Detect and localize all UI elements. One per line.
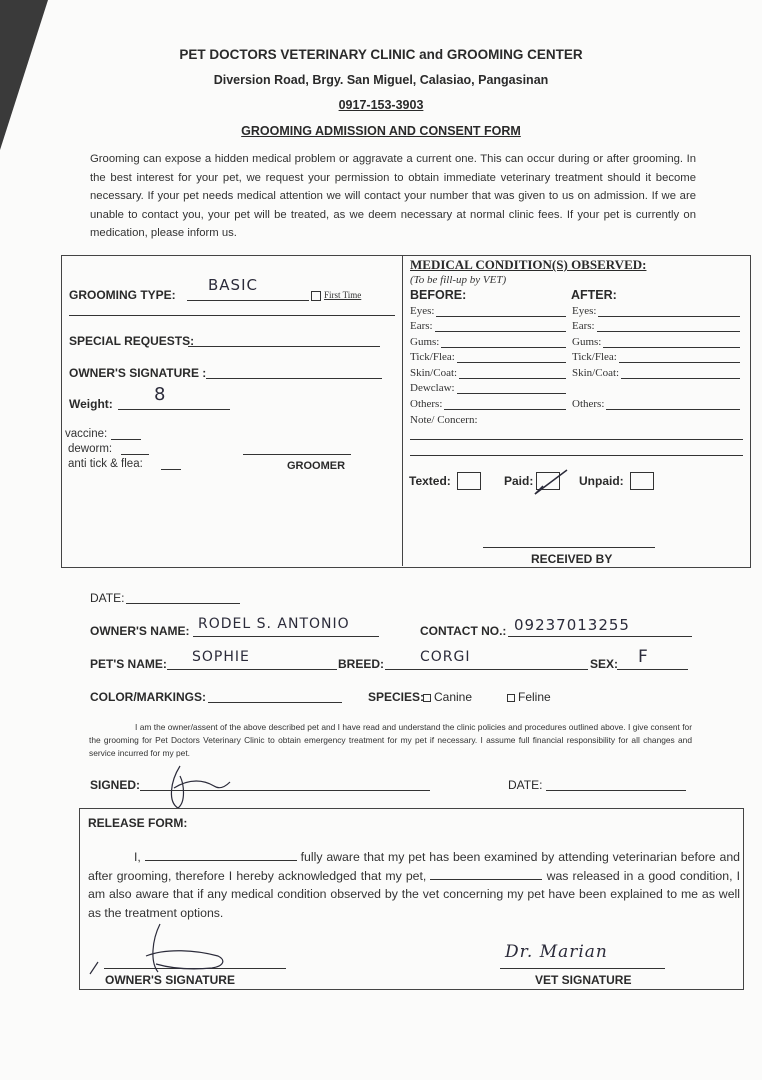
unpaid-checkbox[interactable]	[630, 472, 654, 490]
note-line-2[interactable]	[410, 455, 743, 456]
checkbox-icon	[311, 291, 321, 301]
special-requests-line[interactable]	[188, 346, 380, 347]
intro-paragraph: Grooming can expose a hidden medical problem or aggravate a current one. This can occur during or after grooming. In the best interest for your pet, we request your permission to obtain immediate veterinary treatment should it become necessary. If your pet needs medical attention we will contact your number that was given to us on admission. If we are unable to contact you, your pet will be treated, as we deem necessary at normal clinic fees. If your pet is currently on medication, please inform us.	[90, 153, 696, 239]
release-pet-blank[interactable]	[430, 867, 542, 880]
anti-tick-label: anti tick & flea:	[68, 458, 143, 470]
sex-value: F	[638, 647, 649, 667]
date2-label: DATE:	[508, 778, 543, 792]
owner-signature-scribble	[160, 762, 240, 812]
owner-signature-line[interactable]	[206, 378, 382, 379]
before-item-label: Tick/Flea:	[410, 351, 455, 363]
before-item-line[interactable]	[444, 409, 566, 410]
release-text-1: I,	[134, 850, 141, 864]
breed-value: CORGI	[420, 649, 471, 665]
contact-value: 09237013255	[514, 616, 630, 634]
weight-value: 8	[154, 384, 167, 405]
before-item-line[interactable]	[435, 331, 566, 332]
vet-signature-value: Dr. Marian	[505, 942, 608, 962]
signed-label: SIGNED:	[90, 778, 141, 792]
feline-option[interactable]: Feline	[507, 690, 551, 704]
box-divider	[402, 256, 403, 566]
vet-signature-label: VET SIGNATURE	[535, 973, 632, 987]
before-label: BEFORE:	[410, 288, 467, 302]
breed-line[interactable]	[385, 669, 588, 670]
after-item-label: Tick/Flea:	[572, 351, 617, 363]
deworm-line[interactable]	[121, 454, 149, 455]
after-item-line[interactable]	[619, 362, 740, 363]
color-label: COLOR/MARKINGS:	[90, 690, 206, 704]
groomer-label: GROOMER	[287, 460, 346, 472]
received-by-label: RECEIVED BY	[531, 552, 613, 566]
color-line[interactable]	[208, 702, 342, 703]
after-item-label: Eyes:	[572, 305, 597, 317]
contact-label: CONTACT NO.:	[420, 624, 507, 638]
clinic-name: PET DOCTORS VETERINARY CLINIC and GROOMING CENTER	[179, 47, 583, 62]
vet-signature-line[interactable]	[500, 968, 665, 969]
deworm-label: deworm:	[68, 443, 113, 455]
weight-label: Weight:	[69, 397, 113, 411]
after-label: AFTER:	[571, 288, 617, 302]
note-line-1[interactable]	[410, 439, 743, 440]
paid-check-mark-icon	[531, 466, 571, 496]
texted-checkbox[interactable]	[457, 472, 481, 490]
before-item-line[interactable]	[436, 316, 566, 317]
texted-label: Texted:	[409, 474, 451, 488]
after-item-line[interactable]	[603, 347, 740, 348]
weight-line[interactable]	[118, 409, 230, 410]
medical-title: MEDICAL CONDITION(S) OBSERVED:	[410, 257, 647, 272]
release-text-3: was released in a good condition, I am also aware that if any medical condition observed by the vet concerning my pet have been explained to me as well as the treatment options.	[88, 868, 741, 920]
anti-tick-line[interactable]	[161, 469, 181, 470]
date-line[interactable]	[126, 603, 240, 604]
paid-label: Paid:	[504, 474, 534, 488]
date2-line[interactable]	[546, 790, 686, 791]
species-label: SPECIES:	[368, 690, 425, 704]
sex-line[interactable]	[617, 669, 688, 670]
release-paragraph	[88, 848, 740, 922]
owner-name-line[interactable]	[193, 636, 379, 637]
date-label: DATE:	[90, 591, 125, 605]
owner-signature-label: OWNER'S SIGNATURE :	[69, 366, 207, 380]
vaccine-label: vaccine:	[65, 428, 108, 440]
owner-name-label: OWNER'S NAME:	[90, 624, 190, 638]
breed-label: BREED:	[338, 657, 385, 671]
checkbox-icon	[423, 694, 431, 702]
medical-subtitle: (To be fill-up by VET)	[410, 274, 507, 286]
canine-option[interactable]: Canine	[423, 690, 472, 704]
grooming-type-line[interactable]	[187, 300, 309, 301]
after-item-line[interactable]	[597, 331, 740, 332]
contact-line[interactable]	[508, 636, 692, 637]
before-item-line[interactable]	[441, 347, 566, 348]
release-text-2: fully aware that my pet has been examined by attending veterinarian before and after grooming, therefore I hereby acknowledged that my pet,	[88, 850, 741, 883]
release-title: RELEASE FORM:	[88, 816, 188, 830]
after-item-line[interactable]	[598, 316, 740, 317]
pet-name-value: SOPHIE	[192, 649, 250, 665]
before-item-label: Eyes:	[410, 305, 435, 317]
sex-label: SEX:	[590, 657, 619, 671]
before-item-label: Dewclaw:	[410, 382, 455, 394]
unpaid-label: Unpaid:	[579, 474, 624, 488]
checkbox-icon	[507, 694, 515, 702]
before-item-label: Skin/Coat:	[410, 367, 458, 379]
release-name-blank[interactable]	[145, 848, 297, 861]
after-item-line[interactable]	[606, 409, 740, 410]
note-label: Note/ Concern:	[410, 414, 478, 426]
clinic-address: Diversion Road, Brgy. San Miguel, Calasiao, Pangasinan	[213, 73, 549, 87]
after-item-label: Skin/Coat:	[572, 367, 620, 379]
pet-name-label: PET'S NAME:	[90, 657, 167, 671]
before-item-line[interactable]	[457, 362, 566, 363]
clinic-phone: 0917-153-3903	[338, 98, 424, 112]
after-item-label: Others:	[572, 398, 605, 410]
vaccine-line[interactable]	[111, 439, 141, 440]
special-requests-label: SPECIAL REQUESTS:	[69, 334, 195, 348]
after-item-label: Gums:	[572, 336, 602, 348]
consent-text: I am the owner/assent of the above described pet and I have read and understand the clinic policies and procedures outlined above. I give consent for the grooming for Pet Doctors Veterinary Clinic to obtain emergency treatment for my pet if necessary. I assume full financial responsibility for all changes and service incurred for my pet.	[89, 722, 692, 758]
after-item-line[interactable]	[621, 378, 740, 379]
grooming-type-line-2[interactable]	[69, 315, 395, 316]
owner-name-value: RODEL S. ANTONIO	[198, 616, 350, 632]
form-title: GROOMING ADMISSION AND CONSENT FORM	[241, 124, 521, 138]
before-item-label: Others:	[410, 398, 443, 410]
before-item-label: Ears:	[410, 320, 433, 332]
after-item-label: Ears:	[572, 320, 595, 332]
before-item-line[interactable]	[459, 378, 566, 379]
release-owner-signature-label: OWNER'S SIGNATURE	[105, 973, 235, 987]
grooming-type-label: GROOMING TYPE:	[69, 288, 176, 302]
before-item-line[interactable]	[457, 393, 566, 394]
pet-name-line[interactable]	[167, 669, 337, 670]
groomer-line[interactable]	[243, 454, 351, 455]
received-by-line[interactable]	[483, 547, 655, 548]
grooming-type-value: BASIC	[208, 276, 258, 294]
first-time-checkbox[interactable]: First Time	[311, 290, 361, 301]
before-item-label: Gums:	[410, 336, 440, 348]
